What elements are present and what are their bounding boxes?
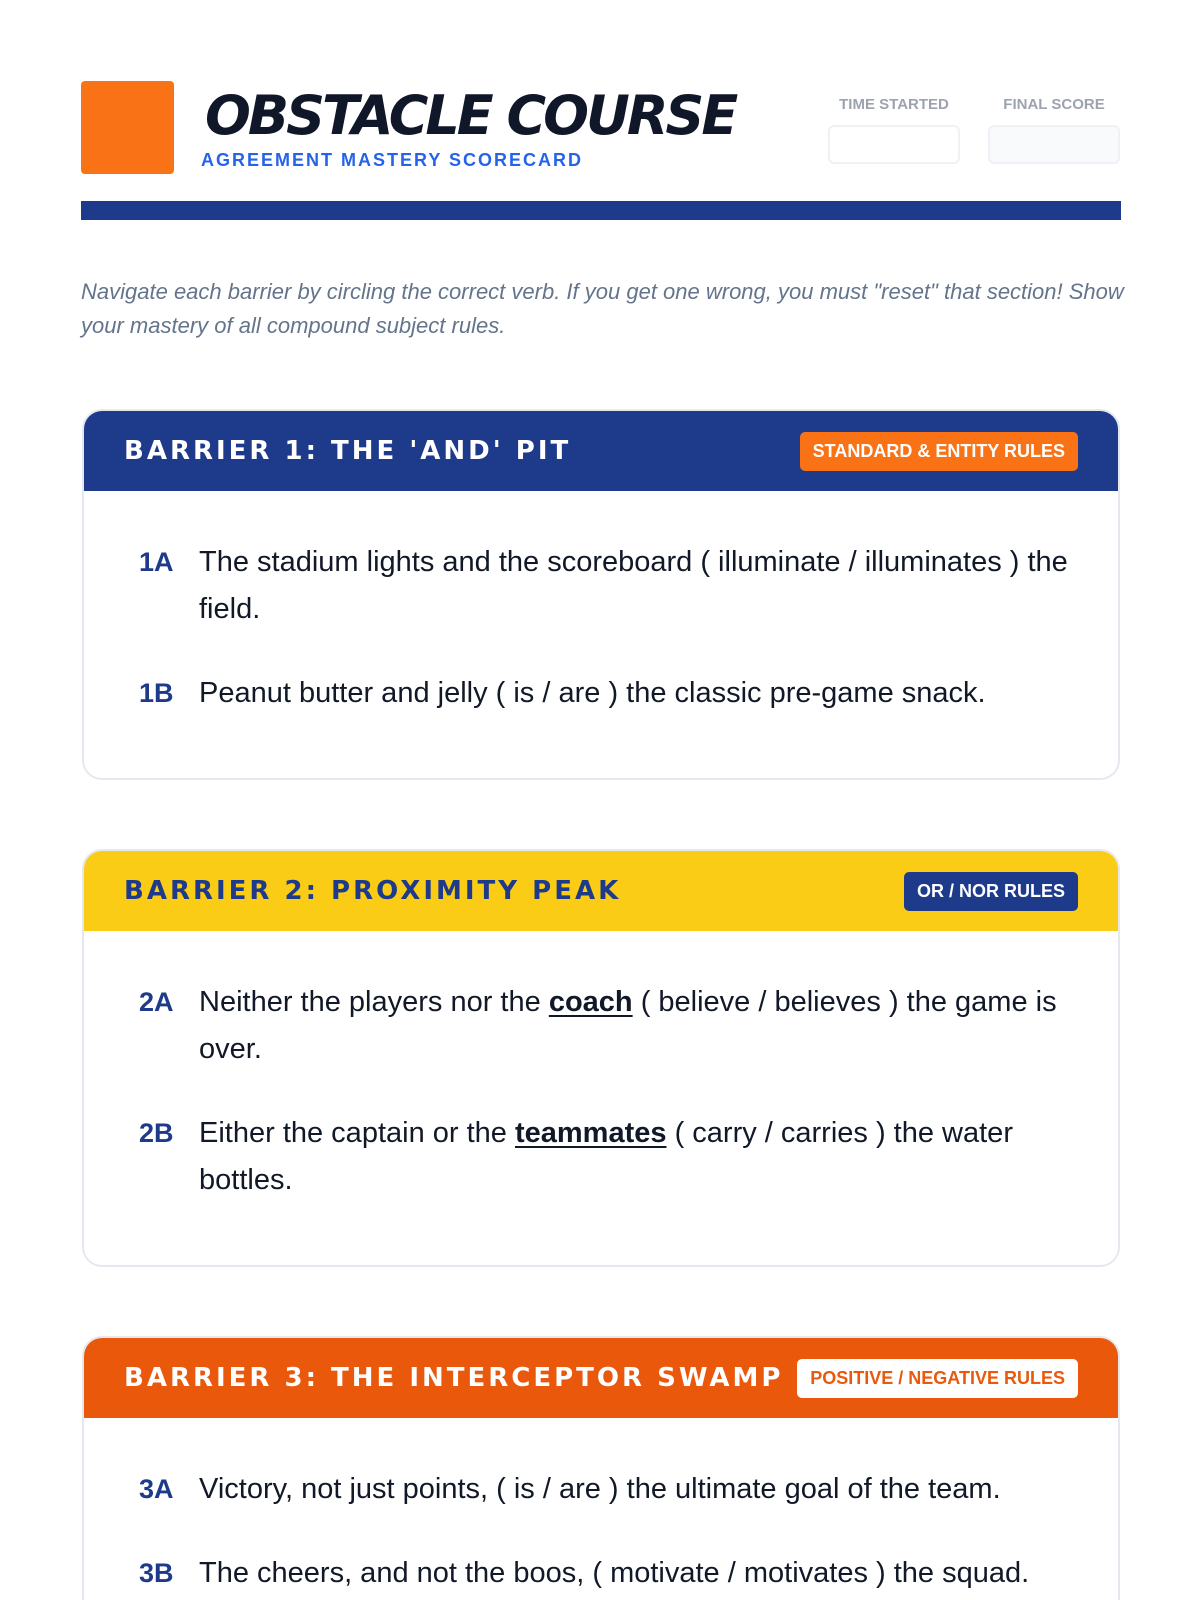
barrier-2-header	[84, 851, 1118, 931]
barrier-2-card	[82, 849, 1120, 1267]
question-text[interactable]: Either the captain or the teammates ( carry / carries ) the water bottles.	[199, 1117, 1013, 1196]
barrier-3-items	[84, 1418, 1118, 1597]
page-subtitle: AGREEMENT MASTERY SCORECARD	[201, 150, 584, 170]
barrier-3-badge: POSITIVE / NEGATIVE RULES	[797, 1359, 1078, 1398]
time-started-field	[828, 96, 960, 164]
emphasized-subject: coach	[548, 986, 633, 1018]
final-score-box[interactable]	[988, 125, 1120, 164]
question-item	[139, 1550, 1078, 1597]
question-text[interactable]: Victory, not just points, ( is / are ) the ultimate goal of the team.	[199, 1473, 1001, 1505]
page-title: OBSTACLE COURSE	[205, 84, 736, 147]
final-score-field	[988, 96, 1120, 164]
barrier-2-items	[84, 931, 1118, 1204]
question-item	[139, 979, 1078, 1073]
final-score-label: FINAL SCORE	[1003, 96, 1105, 113]
question-text[interactable]: Neither the players nor the coach ( believe / believes ) the game is over.	[199, 986, 1057, 1065]
question-number: 2A	[139, 987, 174, 1017]
instructions: Navigate each barrier by circling the correct verb. If you get one wrong, you must "reset" that section! Show your mastery of all compound subject rules.	[81, 279, 1124, 338]
barrier-3-card	[82, 1336, 1120, 1600]
question-number: 1A	[139, 547, 174, 577]
question-text[interactable]: The cheers, and not the boos, ( motivate / motivates ) the squad.	[199, 1557, 1030, 1589]
barrier-2-title: BARRIER 2: PROXIMITY PEAK	[124, 876, 622, 906]
barrier-1-card	[82, 409, 1120, 780]
time-started-box[interactable]	[828, 125, 960, 164]
question-number: 3B	[139, 1558, 174, 1588]
barrier-1-title: BARRIER 1: THE 'AND' PIT	[124, 436, 572, 466]
time-started-label: TIME STARTED	[839, 96, 949, 113]
barrier-3-header	[84, 1338, 1118, 1418]
question-text[interactable]: Peanut butter and jelly ( is / are ) the classic pre-game snack.	[199, 677, 986, 709]
logo-block	[81, 81, 174, 174]
question-number: 1B	[139, 678, 174, 708]
question-item	[139, 539, 1078, 633]
emphasized-subject: teammates	[514, 1117, 667, 1149]
barrier-1-items	[84, 491, 1118, 717]
barrier-1-header	[84, 411, 1118, 491]
header-divider	[81, 201, 1121, 220]
question-number: 2B	[139, 1118, 174, 1148]
barrier-3-title: BARRIER 3: THE INTERCEPTOR SWAMP	[124, 1363, 784, 1393]
question-item	[139, 1466, 1078, 1513]
question-item	[139, 670, 1078, 717]
question-text[interactable]: The stadium lights and the scoreboard ( illuminate / illuminates ) the field.	[199, 546, 1068, 625]
question-number: 3A	[139, 1474, 174, 1504]
barrier-1-badge: STANDARD & ENTITY RULES	[800, 432, 1078, 471]
question-item	[139, 1110, 1078, 1204]
barrier-2-badge: OR / NOR RULES	[904, 872, 1078, 911]
